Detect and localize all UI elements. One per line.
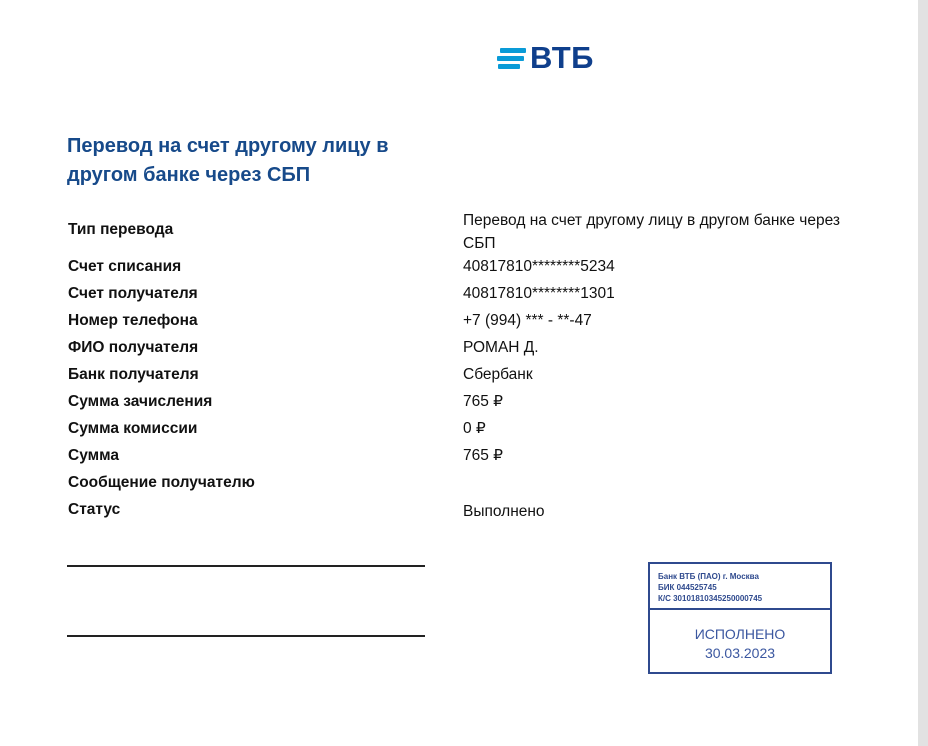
vtb-logo-icon [497, 46, 527, 70]
signature-line [67, 635, 425, 637]
stamp-bank-name: Банк ВТБ (ПАО) г. Москва [658, 572, 759, 581]
detail-value: Выполнено [463, 503, 545, 520]
vtb-logo [497, 42, 594, 73]
detail-label: ФИО получателя [68, 339, 199, 356]
stamp-bik: БИК 044525745 [658, 583, 717, 592]
detail-label: Номер телефона [68, 312, 198, 329]
detail-label: Счет получателя [68, 285, 198, 302]
detail-value: Сбербанк [463, 366, 533, 383]
stamp-bank-details [650, 564, 830, 610]
page-title: Перевод на счет другому лицу в другом банке через СБП [67, 135, 389, 186]
detail-value: 765 ₽ [463, 393, 504, 410]
stamp-ks: К/С 30101810345250000745 [658, 594, 763, 603]
detail-label: Банк получателя [68, 366, 199, 383]
detail-value: РОМАН Д. [463, 339, 539, 356]
detail-value: 40817810********5234 [463, 258, 615, 275]
detail-label: Счет списания [68, 258, 182, 275]
stamp-date: 30.03.2023 [704, 645, 776, 661]
vtb-logo-text: ВТБ [530, 40, 594, 75]
detail-label: Сумма комиссии [68, 420, 198, 437]
detail-value: 40817810********1301 [463, 285, 615, 302]
detail-value: Перевод на счет другому лицу в другом банке через СБП [463, 212, 841, 252]
detail-label: Сумма зачисления [68, 393, 213, 410]
stamp-status: ИСПОЛНЕНО [694, 626, 786, 642]
bank-stamp [648, 562, 832, 674]
detail-label: Сумма [68, 447, 119, 464]
stamp-status-block [650, 610, 830, 663]
detail-label: Статус [68, 501, 121, 518]
detail-label: Тип перевода [68, 221, 174, 238]
detail-value: 0 ₽ [463, 420, 486, 437]
detail-label: Сообщение получателю [68, 474, 255, 491]
detail-value: 765 ₽ [463, 447, 504, 464]
signature-line [67, 565, 425, 567]
detail-value: +7 (994) *** - **-47 [463, 312, 592, 329]
